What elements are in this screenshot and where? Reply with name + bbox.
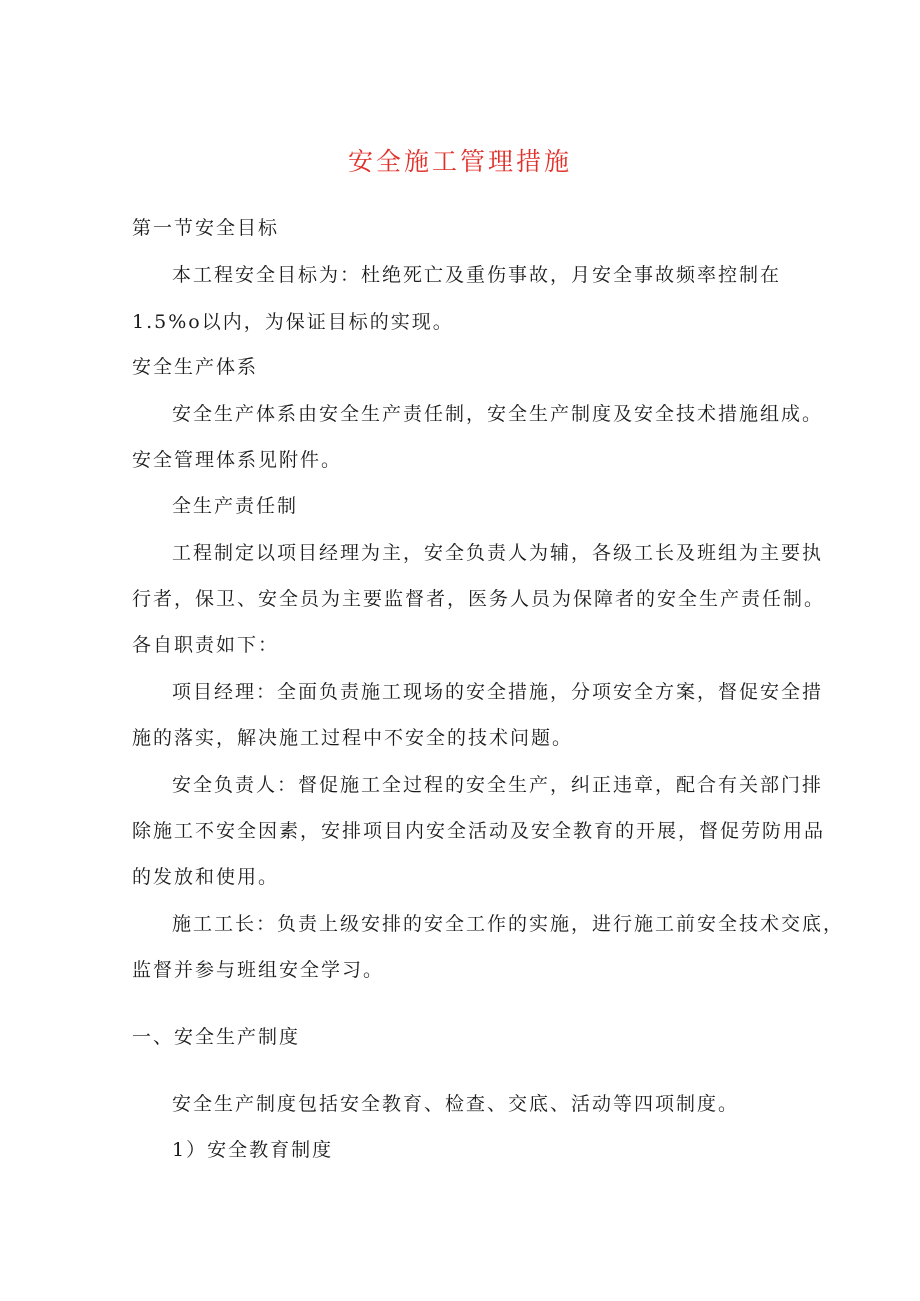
paragraph-line: 安全生产制度包括安全教育、检查、交底、活动等四项制度。 bbox=[172, 1093, 740, 1115]
section-heading-responsibility: 全生产责任制 bbox=[172, 495, 299, 517]
paragraph-line: 施的落实，解决施工过程中不安全的技术问题。 bbox=[132, 727, 574, 749]
paragraph-line: 安全生产体系由安全生产责任制，安全生产制度及安全技术措施组成。 bbox=[172, 403, 824, 425]
paragraph-line: 安全负责人：督促施工全过程的安全生产，纠正违章，配合有关部门排 bbox=[172, 774, 824, 796]
paragraph-line: 各自职责如下： bbox=[132, 634, 280, 656]
paragraph-line: 项目经理：全面负责施工现场的安全措施，分项安全方案，督促安全措 bbox=[172, 681, 824, 703]
paragraph-line: 行者，保卫、安全员为主要监督者，医务人员为保障者的安全生产责任制。 bbox=[132, 588, 826, 610]
paragraph-line: 的发放和使用。 bbox=[132, 866, 280, 888]
section-heading-safety-system: 一、安全生产制度 bbox=[132, 1026, 301, 1048]
paragraph-line: 1.5%o以内，为保证目标的实现。 bbox=[132, 311, 454, 333]
document-title: 安全施工管理措施 bbox=[347, 147, 572, 176]
section-heading-production-system: 安全生产体系 bbox=[132, 356, 259, 378]
paragraph-line: 施工工长：负责上级安排的安全工作的实施，进行施工前安全技术交底， bbox=[172, 913, 845, 935]
paragraph-line: 工程制定以项目经理为主，安全负责人为辅，各级工长及班组为主要执 bbox=[172, 542, 824, 564]
paragraph-line: 安全管理体系见附件。 bbox=[132, 449, 343, 471]
subsection-heading-education: 1）安全教育制度 bbox=[172, 1139, 334, 1161]
section-heading-safety-goal: 第一节安全目标 bbox=[132, 217, 280, 239]
paragraph-line: 本工程安全目标为：杜绝死亡及重伤事故，月安全事故频率控制在 bbox=[172, 264, 782, 286]
paragraph-line: 除施工不安全因素，安排项目内安全活动及安全教育的开展，督促劳防用品 bbox=[132, 820, 826, 842]
paragraph-line: 监督并参与班组安全学习。 bbox=[132, 959, 385, 981]
